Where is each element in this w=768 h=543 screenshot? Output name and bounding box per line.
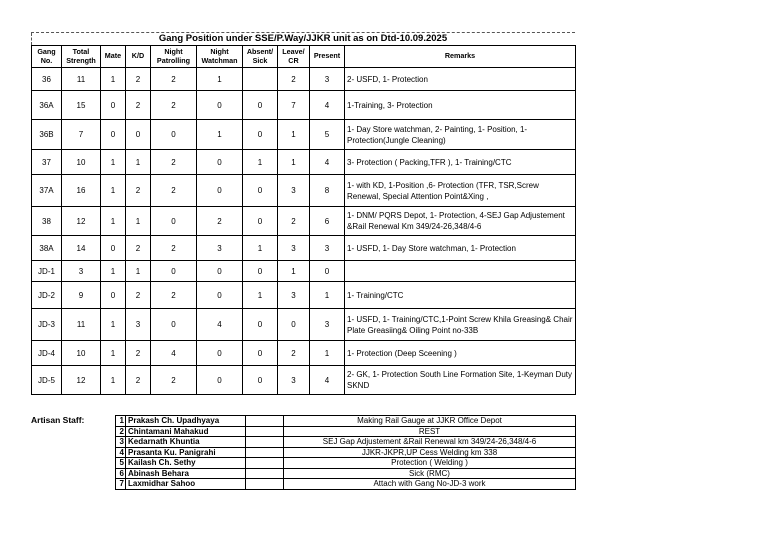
artisan-remark: Attach with Gang No-JD-3 work	[284, 479, 576, 490]
col-present: Present	[310, 46, 345, 68]
present-cell: 3	[310, 68, 345, 91]
artisan-name: Kedarnath Khuntia	[126, 437, 246, 448]
mate-cell: 1	[101, 341, 126, 366]
total-strength-cell: 16	[62, 175, 101, 207]
gang-no-cell: 36B	[32, 120, 62, 150]
night-watchman-cell: 0	[197, 366, 243, 395]
total-strength-cell: 9	[62, 282, 101, 309]
absent-sick-cell: 0	[243, 341, 278, 366]
total-strength-cell: 15	[62, 91, 101, 120]
table-row	[32, 120, 576, 150]
artisan-row	[116, 479, 576, 490]
gang-no-cell: JD-1	[32, 261, 62, 282]
night-watchman-cell: 0	[197, 150, 243, 175]
night-patrolling-cell: 0	[151, 120, 197, 150]
artisan-remark: Sick (RMC)	[284, 468, 576, 479]
col-mate: Mate	[101, 46, 126, 68]
absent-sick-cell: 0	[243, 309, 278, 341]
leave-cr-cell: 0	[278, 309, 310, 341]
mate-cell: 0	[101, 282, 126, 309]
table-row	[32, 175, 576, 207]
present-cell: 1	[310, 282, 345, 309]
night-watchman-cell: 1	[197, 120, 243, 150]
absent-sick-cell: 1	[243, 282, 278, 309]
present-cell: 4	[310, 91, 345, 120]
artisan-row	[116, 468, 576, 479]
night-patrolling-cell: 2	[151, 366, 197, 395]
table-row	[32, 207, 576, 236]
night-watchman-cell: 0	[197, 91, 243, 120]
leave-cr-cell: 1	[278, 150, 310, 175]
mate-cell: 0	[101, 120, 126, 150]
artisan-blank	[246, 479, 284, 490]
leave-cr-cell: 3	[278, 282, 310, 309]
leave-cr-cell: 2	[278, 341, 310, 366]
artisan-name: Laxmidhar Sahoo	[126, 479, 246, 490]
mate-cell: 1	[101, 175, 126, 207]
artisan-blank	[246, 416, 284, 427]
artisan-label: Artisan Staff:	[31, 415, 85, 425]
night-patrolling-cell: 2	[151, 175, 197, 207]
col-gang-no: Gang No.	[32, 46, 62, 68]
artisan-name: Prasanta Ku. Panigrahi	[126, 447, 246, 458]
artisan-row	[116, 437, 576, 448]
artisan-serial: 6	[116, 468, 126, 479]
leave-cr-cell: 3	[278, 366, 310, 395]
artisan-remark: JJKR-JKPR,UP Cess Welding km 338	[284, 447, 576, 458]
remarks-cell: 1- Day Store watchman, 2- Painting, 1- Position, 1- Protection(Jungle Cleaning)	[345, 120, 576, 150]
table-row	[32, 150, 576, 175]
table-row	[32, 309, 576, 341]
title-edge	[31, 33, 33, 45]
absent-sick-cell: 1	[243, 236, 278, 261]
night-patrolling-cell: 0	[151, 309, 197, 341]
sheet-title	[31, 32, 575, 45]
present-cell: 3	[310, 309, 345, 341]
absent-sick-cell: 0	[243, 207, 278, 236]
mate-cell: 1	[101, 261, 126, 282]
gang-table	[31, 45, 576, 395]
mate-cell: 1	[101, 150, 126, 175]
kd-cell: 3	[126, 309, 151, 341]
kd-cell: 2	[126, 366, 151, 395]
col-night-patrolling: Night Patrolling	[151, 46, 197, 68]
mate-cell: 1	[101, 207, 126, 236]
gang-no-cell: 36A	[32, 91, 62, 120]
kd-cell: 2	[126, 91, 151, 120]
artisan-row	[116, 416, 576, 427]
gang-table-body	[32, 68, 576, 395]
remarks-cell: 1- DNM/ PQRS Depot, 1- Protection, 4-SEJ Gap Adjustement &Rail Renewal Km 349/24-26,348/4-6	[345, 207, 576, 236]
table-row	[32, 282, 576, 309]
col-kd: K/D	[126, 46, 151, 68]
artisan-remark: Protection ( Welding )	[284, 458, 576, 469]
artisan-remark: Making Rail Gauge at JJKR Office Depot	[284, 416, 576, 427]
present-cell: 3	[310, 236, 345, 261]
remarks-cell: 2- USFD, 1- Protection	[345, 68, 576, 91]
artisan-name: Abinash Behara	[126, 468, 246, 479]
artisan-blank	[246, 437, 284, 448]
night-patrolling-cell: 2	[151, 236, 197, 261]
table-row	[32, 236, 576, 261]
night-watchman-cell: 0	[197, 282, 243, 309]
kd-cell: 2	[126, 341, 151, 366]
artisan-row	[116, 458, 576, 469]
total-strength-cell: 11	[62, 309, 101, 341]
night-patrolling-cell: 2	[151, 68, 197, 91]
kd-cell: 2	[126, 175, 151, 207]
absent-sick-cell: 0	[243, 91, 278, 120]
mate-cell: 1	[101, 366, 126, 395]
leave-cr-cell: 2	[278, 68, 310, 91]
kd-cell: 2	[126, 68, 151, 91]
sheet-title-text: Gang Position under SSE/P.Way/JJKR unit as on Dtd-10.09.2025	[158, 33, 448, 44]
present-cell: 4	[310, 150, 345, 175]
leave-cr-cell: 3	[278, 236, 310, 261]
gang-no-cell: 37	[32, 150, 62, 175]
night-patrolling-cell: 2	[151, 282, 197, 309]
artisan-name: Kailash Ch. Sethy	[126, 458, 246, 469]
night-watchman-cell: 0	[197, 261, 243, 282]
night-patrolling-cell: 4	[151, 341, 197, 366]
night-watchman-cell: 0	[197, 175, 243, 207]
present-cell: 6	[310, 207, 345, 236]
artisan-table-body	[116, 416, 576, 490]
night-watchman-cell: 1	[197, 68, 243, 91]
leave-cr-cell: 1	[278, 261, 310, 282]
total-strength-cell: 10	[62, 150, 101, 175]
table-row	[32, 366, 576, 395]
leave-cr-cell: 3	[278, 175, 310, 207]
artisan-serial: 7	[116, 479, 126, 490]
kd-cell: 1	[126, 207, 151, 236]
gang-no-cell: 38A	[32, 236, 62, 261]
artisan-serial: 2	[116, 426, 126, 437]
artisan-blank	[246, 447, 284, 458]
leave-cr-cell: 7	[278, 91, 310, 120]
artisan-serial: 1	[116, 416, 126, 427]
night-watchman-cell: 0	[197, 341, 243, 366]
total-strength-cell: 10	[62, 341, 101, 366]
table-header-row	[32, 46, 576, 68]
night-watchman-cell: 4	[197, 309, 243, 341]
artisan-blank	[246, 468, 284, 479]
table-row	[32, 341, 576, 366]
night-watchman-cell: 2	[197, 207, 243, 236]
mate-cell: 0	[101, 236, 126, 261]
kd-cell: 1	[126, 261, 151, 282]
night-patrolling-cell: 2	[151, 150, 197, 175]
night-patrolling-cell: 0	[151, 207, 197, 236]
absent-sick-cell: 0	[243, 175, 278, 207]
table-row	[32, 91, 576, 120]
remarks-cell: 1- USFD, 1- Training/CTC,1-Point Screw Khila Greasing& Chair Plate Greasiing& Oiling Point no-33B	[345, 309, 576, 341]
total-strength-cell: 12	[62, 207, 101, 236]
absent-sick-cell: 1	[243, 150, 278, 175]
leave-cr-cell: 2	[278, 207, 310, 236]
mate-cell: 1	[101, 68, 126, 91]
remarks-cell	[345, 261, 576, 282]
absent-sick-cell: 0	[243, 120, 278, 150]
absent-sick-cell: 0	[243, 366, 278, 395]
remarks-cell: 1- USFD, 1- Day Store watchman, 1- Protection	[345, 236, 576, 261]
gang-position-sheet	[31, 32, 575, 395]
gang-no-cell: JD-3	[32, 309, 62, 341]
remarks-cell: 2- GK, 1- Protection South Line Formation Site, 1-Keyman Duty SKND	[345, 366, 576, 395]
artisan-row	[116, 447, 576, 458]
artisan-serial: 4	[116, 447, 126, 458]
artisan-blank	[246, 426, 284, 437]
remarks-cell: 3- Protection ( Packing,TFR ), 1- Training/CTC	[345, 150, 576, 175]
artisan-serial: 5	[116, 458, 126, 469]
artisan-table	[115, 415, 576, 490]
kd-cell: 0	[126, 120, 151, 150]
remarks-cell: 1- Protection (Deep Sceening )	[345, 341, 576, 366]
mate-cell: 1	[101, 309, 126, 341]
present-cell: 5	[310, 120, 345, 150]
col-absent-sick: Absent/ Sick	[243, 46, 278, 68]
total-strength-cell: 3	[62, 261, 101, 282]
artisan-name: Chintamani Mahakud	[126, 426, 246, 437]
remarks-cell: 1- with KD, 1-Position ,6- Protection (TFR, TSR,Screw Renewal, Special Attention Point&Xing ,	[345, 175, 576, 207]
present-cell: 4	[310, 366, 345, 395]
kd-cell: 2	[126, 282, 151, 309]
col-night-watchman: Night Watchman	[197, 46, 243, 68]
total-strength-cell: 12	[62, 366, 101, 395]
artisan-remark: SEJ Gap Adjustement &Rail Renewal km 349/24-26,348/4-6	[284, 437, 576, 448]
night-watchman-cell: 3	[197, 236, 243, 261]
table-row	[32, 68, 576, 91]
artisan-serial: 3	[116, 437, 126, 448]
mate-cell: 0	[101, 91, 126, 120]
gang-no-cell: 38	[32, 207, 62, 236]
kd-cell: 2	[126, 236, 151, 261]
gang-no-cell: 36	[32, 68, 62, 91]
absent-sick-cell: 0	[243, 261, 278, 282]
total-strength-cell: 11	[62, 68, 101, 91]
total-strength-cell: 7	[62, 120, 101, 150]
absent-sick-cell	[243, 68, 278, 91]
artisan-remark: REST	[284, 426, 576, 437]
col-leave-cr: Leave/ CR	[278, 46, 310, 68]
total-strength-cell: 14	[62, 236, 101, 261]
gang-no-cell: JD-4	[32, 341, 62, 366]
leave-cr-cell: 1	[278, 120, 310, 150]
gang-no-cell: JD-2	[32, 282, 62, 309]
present-cell: 8	[310, 175, 345, 207]
remarks-cell: 1- Training/CTC	[345, 282, 576, 309]
table-row	[32, 261, 576, 282]
gang-no-cell: JD-5	[32, 366, 62, 395]
artisan-row	[116, 426, 576, 437]
present-cell: 0	[310, 261, 345, 282]
artisan-blank	[246, 458, 284, 469]
col-total-strength: Total Strength	[62, 46, 101, 68]
night-patrolling-cell: 2	[151, 91, 197, 120]
kd-cell: 1	[126, 150, 151, 175]
artisan-name: Prakash Ch. Upadhyaya	[126, 416, 246, 427]
gang-no-cell: 37A	[32, 175, 62, 207]
col-remarks: Remarks	[345, 46, 576, 68]
present-cell: 1	[310, 341, 345, 366]
night-patrolling-cell: 0	[151, 261, 197, 282]
remarks-cell: 1-Training, 3- Protection	[345, 91, 576, 120]
